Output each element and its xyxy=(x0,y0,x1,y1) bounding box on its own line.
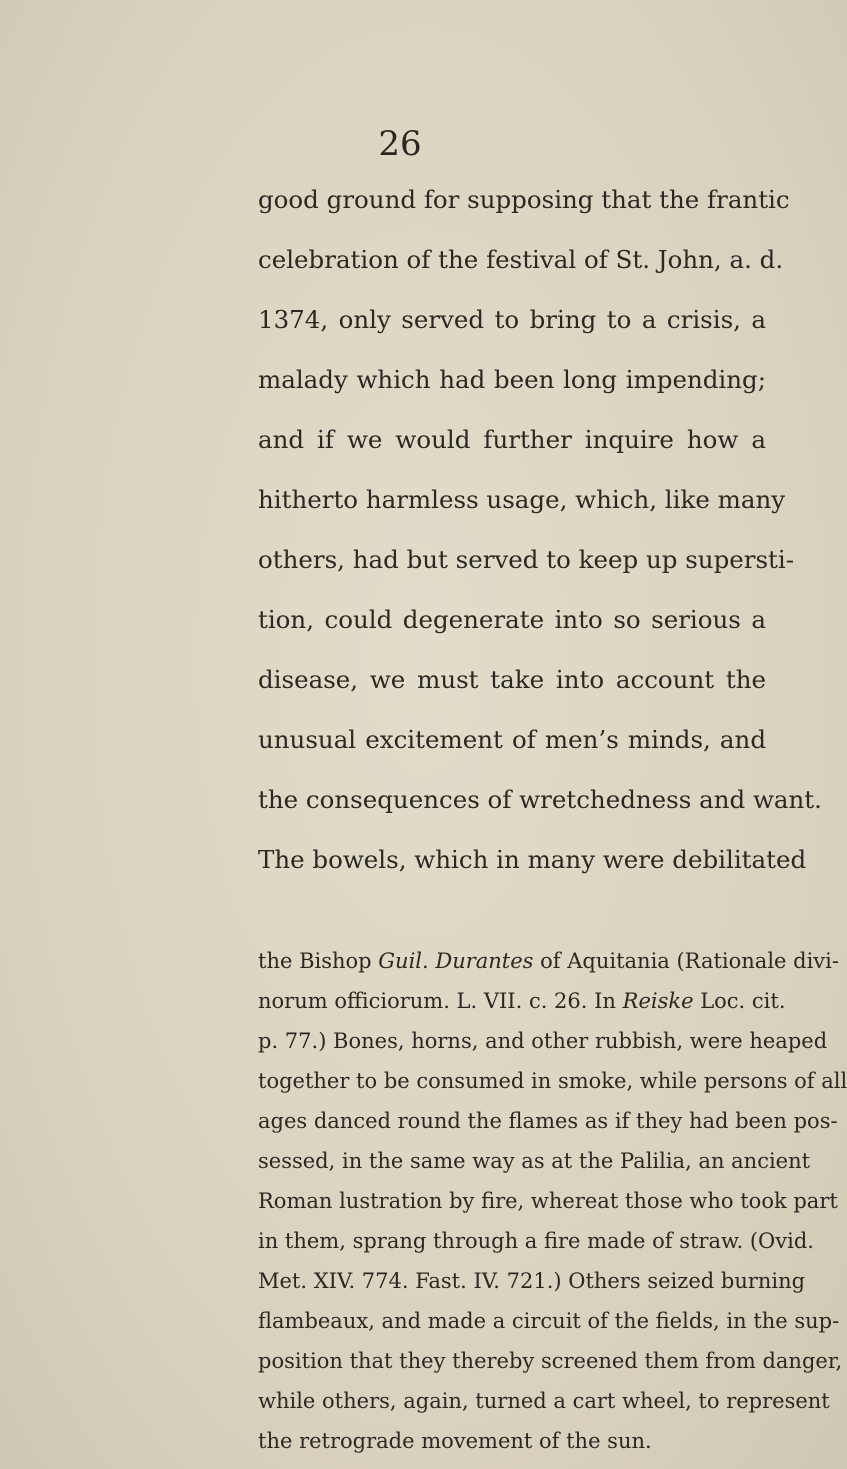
main-line: the consequences of wretchedness and want. xyxy=(258,785,822,814)
main-line: 1374, only served to bring to a crisis, a xyxy=(258,305,766,334)
page-number: 26 xyxy=(378,124,422,164)
main-line: malady which had been long impending; xyxy=(258,365,766,394)
main-line: celebration of the festival of St. John, a. d. xyxy=(258,245,784,274)
main-line: disease, we must take into account the xyxy=(258,665,766,694)
note-line: norum officiorum. L. VII. c. 26. In Reiske Loc. cit. xyxy=(258,989,786,1013)
note-line: together to be consumed in smoke, while persons of all xyxy=(258,1069,847,1093)
note-line: while others, again, turned a cart wheel, to represent xyxy=(258,1389,830,1413)
main-line: tion, could degenerate into so serious a xyxy=(258,605,766,634)
note-italic: Reiske xyxy=(622,989,694,1013)
main-line: The bowels, which in many were debilitated xyxy=(258,845,807,874)
main-line: unusual excitement of men’s minds, and xyxy=(258,725,766,754)
note-line: in them, sprang through a fire made of straw. (Ovid. xyxy=(258,1229,814,1253)
main-line: and if we would further inquire how a xyxy=(258,425,766,454)
main-line: good ground for supposing that the frantic xyxy=(258,185,790,214)
note-line: p. 77.) Bones, horns, and other rubbish, were heaped xyxy=(258,1029,828,1053)
main-line: hitherto harmless usage, which, like many xyxy=(258,485,786,514)
note-italic: Guil. Durantes xyxy=(378,949,534,973)
note-line: flambeaux, and made a circuit of the fields, in the sup- xyxy=(258,1309,840,1333)
note-line: the Bishop Guil. Durantes of Aquitania (Rationale divi- xyxy=(258,949,839,973)
main-line: others, had but served to keep up supersti- xyxy=(258,545,795,574)
note-line: Met. XIV. 774. Fast. IV. 721.) Others seized burning xyxy=(258,1269,806,1293)
note-line: position that they thereby screened them from danger, xyxy=(258,1349,843,1373)
note-line: the retrograde movement of the sun. xyxy=(258,1429,652,1453)
note-line: Roman lustration by fire, whereat those who took part xyxy=(258,1189,838,1213)
note-line: ages danced round the flames as if they had been pos- xyxy=(258,1109,838,1133)
note-line: sessed, in the same way as at the Palilia, an ancient xyxy=(258,1149,811,1173)
